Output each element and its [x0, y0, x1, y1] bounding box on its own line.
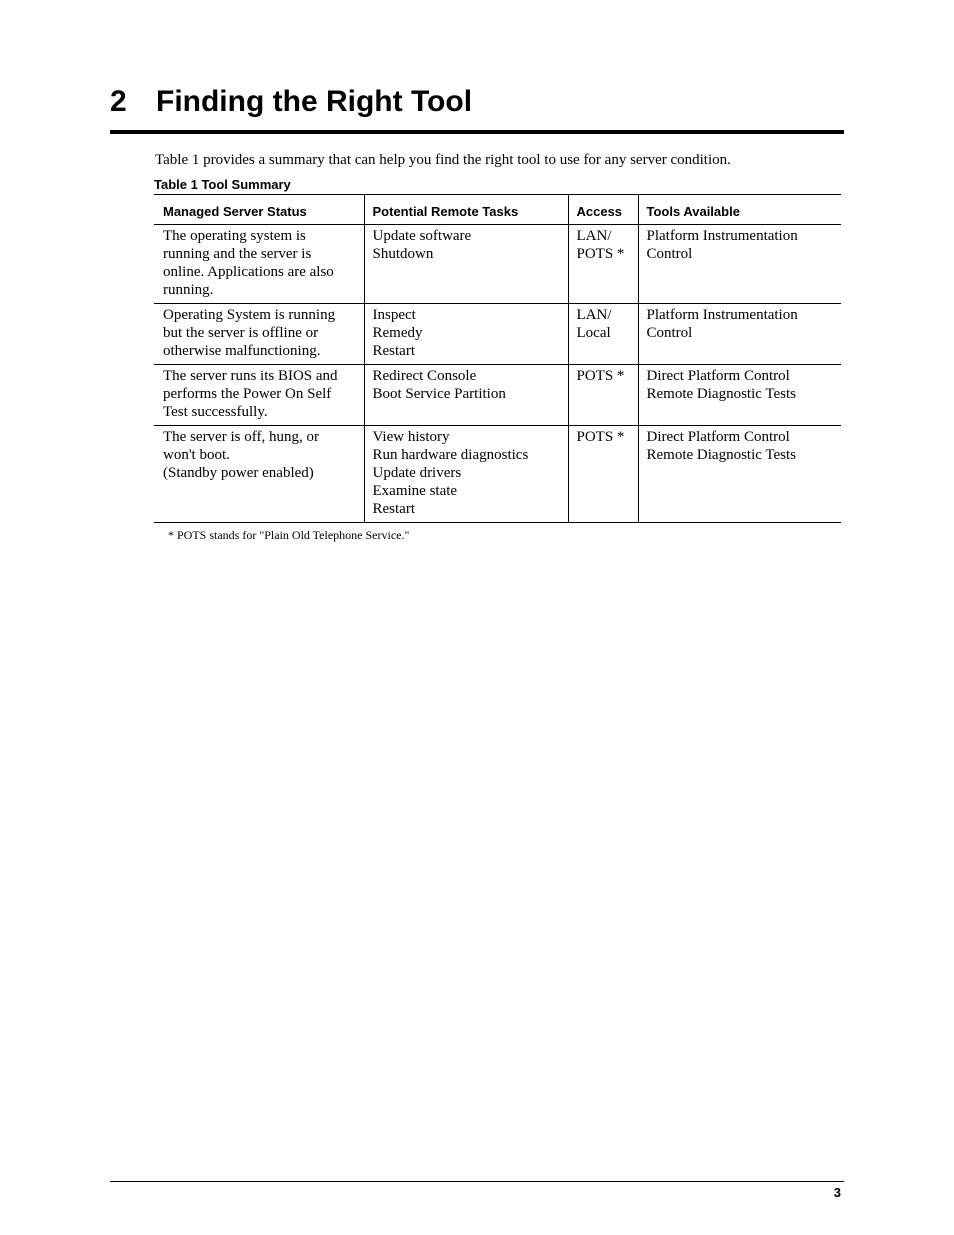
cell-tasks-line: View history	[372, 429, 450, 445]
cell-access-line: Local	[576, 325, 611, 341]
cell-tasks-line: Boot Service Partition	[372, 386, 506, 402]
footnote: * POTS stands for "Plain Old Telephone Service."	[168, 528, 410, 542]
cell-status-line: running and the server is	[163, 246, 312, 262]
cell-status-line: won't boot.	[163, 447, 230, 463]
cell-status-line: performs the Power On Self	[163, 386, 332, 402]
cell-tools-line: Control	[646, 246, 693, 262]
cell-tasks-line: Run hardware diagnostics	[372, 447, 529, 463]
cell-access-line: POTS *	[576, 429, 625, 445]
cell-tools-line: Direct Platform Control	[646, 429, 790, 445]
cell-access-line: POTS *	[576, 368, 625, 384]
table-caption: Table 1 Tool Summary	[154, 177, 291, 192]
cell-tasks-line: Restart	[372, 501, 415, 517]
cell-access-line: LAN/	[576, 307, 612, 323]
table-row	[154, 365, 841, 426]
cell-access	[568, 426, 638, 523]
cell-access	[568, 225, 638, 304]
cell-tools-line: Remote Diagnostic Tests	[646, 386, 796, 402]
cell-status-line: Test successfully.	[163, 404, 268, 420]
cell-tools	[638, 225, 841, 304]
cell-tools	[638, 365, 841, 426]
cell-access	[568, 365, 638, 426]
cell-tools-line: Platform Instrumentation	[646, 228, 798, 244]
cell-status-line: (Standby power enabled)	[163, 465, 314, 481]
header-tools-available: Tools Available	[638, 195, 841, 225]
header-potential-remote-tasks: Potential Remote Tasks	[364, 195, 568, 225]
cell-tools	[638, 426, 841, 523]
cell-tools	[638, 304, 841, 365]
footer-divider	[110, 1181, 844, 1182]
table-row	[154, 304, 841, 365]
cell-tasks-line: Update drivers	[372, 465, 462, 481]
cell-tasks-line: Examine state	[372, 483, 458, 499]
cell-tasks-line: Remedy	[372, 325, 423, 341]
header-access: Access	[568, 195, 638, 225]
cell-tasks	[364, 225, 568, 304]
page-number: 3	[833, 1185, 841, 1200]
intro-paragraph: Table 1 provides a summary that can help you find the right tool to use for any server condition.	[155, 152, 731, 168]
cell-tasks-line: Restart	[372, 343, 415, 359]
table-row	[154, 225, 841, 304]
cell-tools-line: Control	[646, 325, 693, 341]
cell-tasks	[364, 304, 568, 365]
cell-tasks-line: Shutdown	[372, 246, 434, 262]
section-title: Finding the Right Tool	[156, 85, 473, 118]
cell-tasks-line: Inspect	[372, 307, 416, 323]
cell-status	[154, 365, 364, 426]
cell-tools-line: Remote Diagnostic Tests	[646, 447, 796, 463]
cell-access-line: LAN/	[576, 228, 612, 244]
cell-tasks	[364, 426, 568, 523]
cell-status-line: The server is off, hung, or	[163, 429, 319, 445]
cell-tools-line: Direct Platform Control	[646, 368, 790, 384]
table-body	[154, 225, 841, 523]
cell-tasks	[364, 365, 568, 426]
cell-tools-line: Platform Instrumentation	[646, 307, 798, 323]
tool-summary-table	[154, 194, 841, 523]
table-row	[154, 426, 841, 523]
cell-status-line: online. Applications are also	[163, 264, 334, 280]
cell-status-line: The operating system is	[163, 228, 306, 244]
header-managed-server-status: Managed Server Status	[154, 195, 364, 225]
cell-status	[154, 225, 364, 304]
cell-tasks-line: Redirect Console	[372, 368, 477, 384]
cell-status	[154, 426, 364, 523]
cell-status-line: running.	[163, 282, 214, 298]
section-number: 2	[110, 85, 127, 118]
cell-tasks-line: Update software	[372, 228, 472, 244]
cell-access	[568, 304, 638, 365]
cell-status-line: but the server is offline or	[163, 325, 319, 341]
cell-status-line: otherwise malfunctioning.	[163, 343, 321, 359]
cell-status	[154, 304, 364, 365]
cell-status-line: The server runs its BIOS and	[163, 368, 338, 384]
section-heading	[110, 82, 844, 134]
table-header-row	[154, 195, 841, 225]
cell-access-line: POTS *	[576, 246, 625, 262]
cell-status-line: Operating System is running	[163, 307, 336, 323]
